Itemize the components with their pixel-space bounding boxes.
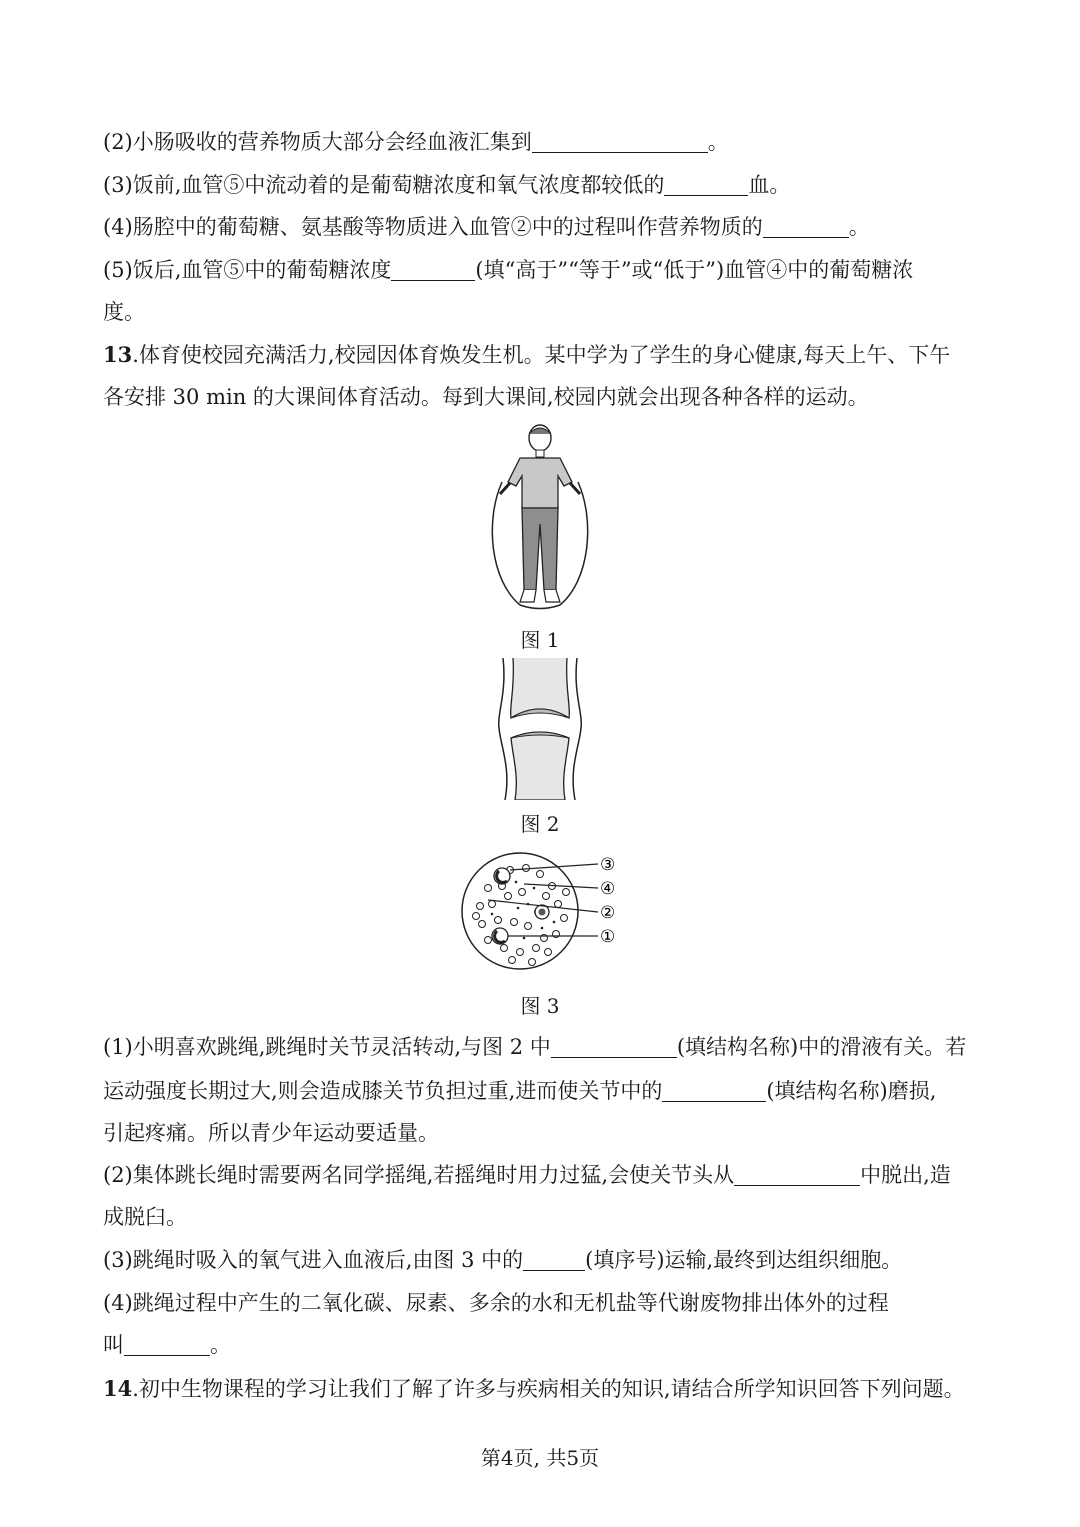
q12-part5: (5)饭后,血管⑤中的葡萄糖浓度 (填“高于”“等于”或“低于”)血管④中的葡萄糖浓	[103, 258, 914, 282]
answer-blank[interactable]	[532, 130, 708, 153]
q13-stem-line2: 各安排 30 min 的大课间体育活动。每到大课间,校园内就会出现各种各样的运动。	[103, 385, 869, 409]
fig3-label-2: ②	[600, 903, 616, 923]
q14-stem: 14.初中生物课程的学习让我们了解了许多与疾病相关的知识,请结合所学知识回答下列问题。	[103, 1376, 965, 1401]
answer-blank[interactable]	[734, 1163, 860, 1186]
answer-blank[interactable]	[662, 1079, 766, 1102]
figure1-caption: 图 1	[520, 628, 560, 652]
fig3-label-4: ④	[600, 879, 616, 899]
question-number: 14	[103, 1376, 133, 1401]
fig3-label-1: ①	[600, 927, 616, 947]
q12-part3: (3)饭前,血管⑤中流动着的是葡萄糖浓度和氧气浓度都较低的 血。	[103, 173, 791, 197]
q13-part4-line2: 叫 。	[103, 1333, 231, 1357]
answer-blank[interactable]	[124, 1333, 210, 1356]
page-footer: 第4页, 共5页	[480, 1446, 600, 1470]
q13-part2-line2: 成脱臼。	[103, 1205, 187, 1229]
figure2-joint	[495, 658, 585, 800]
answer-blank[interactable]	[763, 215, 849, 238]
figure2-caption: 图 2	[520, 812, 560, 836]
q12-part5-cont: 度。	[103, 300, 145, 324]
answer-blank[interactable]	[523, 1248, 585, 1271]
q13-part2-line1: (2)集体跳长绳时需要两名同学摇绳,若摇绳时用力过猛,会使关节头从 中脱出,造	[103, 1163, 951, 1187]
figure3-caption: 图 3	[520, 994, 560, 1018]
q13-part3: (3)跳绳时吸入的氧气进入血液后,由图 3 中的 (填序号)运输,最终到达组织细胞。	[103, 1248, 903, 1272]
answer-blank[interactable]	[664, 173, 748, 196]
q12-part4: (4)肠腔中的葡萄糖、氨基酸等物质进入血管②中的过程叫作营养物质的 。	[103, 215, 870, 239]
answer-blank[interactable]	[391, 258, 475, 281]
q13-part1-line1: (1)小明喜欢跳绳,跳绳时关节灵活转动,与图 2 中 (填结构名称)中的滑液有关。若	[103, 1035, 967, 1059]
figure1-rope-jumper	[480, 420, 600, 610]
q13-part1-line2: 运动强度长期过大,则会造成膝关节负担过重,进而使关节中的 (填结构名称)磨损,	[103, 1079, 937, 1103]
answer-blank[interactable]	[551, 1035, 677, 1058]
q13-part1-line3: 引起疼痛。所以青少年运动要适量。	[103, 1121, 439, 1145]
fig3-label-3: ③	[600, 855, 616, 875]
figure3-blood-smear	[458, 848, 638, 978]
q12-part2: (2)小肠吸收的营养物质大部分会经血液汇集到 。	[103, 130, 729, 154]
q13-part4-line1: (4)跳绳过程中产生的二氧化碳、尿素、多余的水和无机盐等代谢废物排出体外的过程	[103, 1291, 889, 1315]
q13-stem-line1: 13.体育使校园充满活力,校园因体育焕发生机。某中学为了学生的身心健康,每天上午、下午	[103, 342, 951, 367]
question-number: 13	[103, 342, 133, 367]
